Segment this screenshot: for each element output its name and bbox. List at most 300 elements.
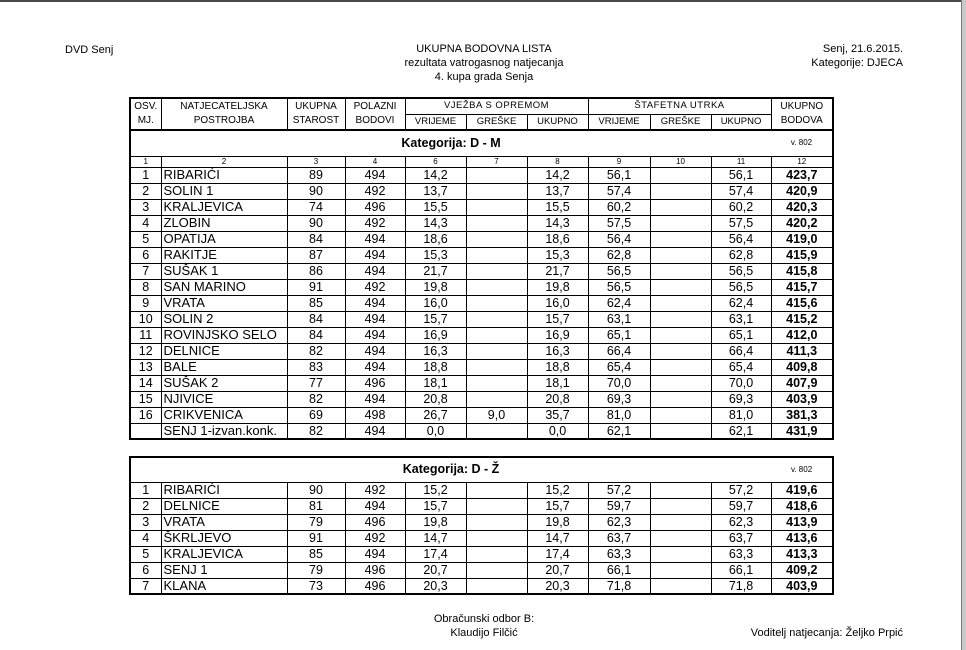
exercise-total-cell: 20,3 <box>527 578 588 594</box>
relay-time-cell: 56,5 <box>588 263 650 279</box>
rank-cell: 6 <box>130 562 161 578</box>
exercise-errors-cell <box>466 546 527 562</box>
age-cell: 90 <box>287 183 345 199</box>
team-name-cell: NJIVICE <box>161 391 287 407</box>
relay-time-cell: 65,4 <box>588 359 650 375</box>
start-points-cell: 494 <box>345 263 405 279</box>
header-age <box>287 98 345 130</box>
start-points-cell: 492 <box>345 279 405 295</box>
relay-time-cell: 65,1 <box>588 327 650 343</box>
header-age-line-2: STAROST <box>292 115 340 126</box>
total-points-cell: 418,6 <box>771 498 833 514</box>
header-rank-line-1: OSV. <box>134 101 158 112</box>
header-relay-group: ŠTAFETNA UTRKA <box>588 98 771 114</box>
relay-total-cell: 63,7 <box>711 530 771 546</box>
rank-cell: 9 <box>130 295 161 311</box>
exercise-time-cell: 19,8 <box>405 279 466 295</box>
total-points-cell: 409,2 <box>771 562 833 578</box>
exercise-errors-cell <box>466 514 527 530</box>
exercise-time-cell: 20,3 <box>405 578 466 594</box>
exercise-errors-cell <box>466 295 527 311</box>
team-name-cell: VRATA <box>161 514 287 530</box>
exercise-time-cell: 15,2 <box>405 482 466 498</box>
results-table-d-z <box>129 456 834 595</box>
exercise-total-cell: 15,2 <box>527 482 588 498</box>
rank-cell: 16 <box>130 407 161 423</box>
exercise-time-cell: 16,3 <box>405 343 466 359</box>
relay-total-cell: 66,1 <box>711 562 771 578</box>
relay-time-cell: 56,1 <box>588 167 650 183</box>
relay-errors-cell <box>650 279 711 295</box>
total-points-cell: 403,9 <box>771 578 833 594</box>
age-cell: 82 <box>287 343 345 359</box>
rank-cell: 1 <box>130 482 161 498</box>
exercise-time-cell: 14,7 <box>405 530 466 546</box>
relay-time-cell: 62,4 <box>588 295 650 311</box>
table-row <box>130 263 833 279</box>
start-points-cell: 496 <box>345 562 405 578</box>
rank-cell: 10 <box>130 311 161 327</box>
table-row <box>130 407 833 423</box>
rank-cell: 5 <box>130 231 161 247</box>
start-points-cell: 494 <box>345 391 405 407</box>
relay-total-cell: 65,1 <box>711 327 771 343</box>
exercise-time-cell: 18,8 <box>405 359 466 375</box>
relay-total-cell: 62,3 <box>711 514 771 530</box>
relay-errors-cell <box>650 498 711 514</box>
age-cell: 77 <box>287 375 345 391</box>
team-name-cell: RIBARIĆI <box>161 482 287 498</box>
relay-total-cell: 62,8 <box>711 247 771 263</box>
exercise-errors-cell <box>466 247 527 263</box>
age-cell: 90 <box>287 482 345 498</box>
team-name-cell: ZLOBIN <box>161 215 287 231</box>
table-row <box>130 295 833 311</box>
relay-total-cell: 59,7 <box>711 498 771 514</box>
relay-time-cell: 56,5 <box>588 279 650 295</box>
age-cell: 82 <box>287 391 345 407</box>
exercise-total-cell: 18,8 <box>527 359 588 375</box>
relay-errors-cell <box>650 578 711 594</box>
age-cell: 84 <box>287 327 345 343</box>
category-title: Kategorija: D - M <box>130 130 771 156</box>
column-number: 2 <box>161 156 287 167</box>
column-number: 7 <box>466 156 527 167</box>
exercise-errors-cell <box>466 530 527 546</box>
start-points-cell: 492 <box>345 482 405 498</box>
team-name-cell: SUŠAK 1 <box>161 263 287 279</box>
column-number: 4 <box>345 156 405 167</box>
relay-total-cell: 66,4 <box>711 343 771 359</box>
header-relay-total: UKUPNO <box>711 114 771 130</box>
header-exercise-total: UKUPNO <box>527 114 588 130</box>
age-cell: 84 <box>287 311 345 327</box>
age-cell: 74 <box>287 199 345 215</box>
relay-errors-cell <box>650 343 711 359</box>
committee-member: Klaudijo Filčić <box>450 627 518 639</box>
total-points-cell: 415,2 <box>771 311 833 327</box>
competition-leader: Voditelj natjecanja: Željko Prpić <box>750 627 903 639</box>
relay-errors-cell <box>650 546 711 562</box>
table-row <box>130 279 833 295</box>
relay-total-cell: 63,1 <box>711 311 771 327</box>
team-name-cell: KRALJEVICA <box>161 546 287 562</box>
exercise-errors-cell <box>466 359 527 375</box>
exercise-total-cell: 16,0 <box>527 295 588 311</box>
rank-cell: 4 <box>130 215 161 231</box>
exercise-total-cell: 0,0 <box>527 423 588 439</box>
column-number: 8 <box>527 156 588 167</box>
exercise-total-cell: 20,7 <box>527 562 588 578</box>
total-points-cell: 413,9 <box>771 514 833 530</box>
exercise-errors-cell <box>466 343 527 359</box>
exercise-total-cell: 15,7 <box>527 311 588 327</box>
exercise-total-cell: 21,7 <box>527 263 588 279</box>
team-name-cell: ROVINJSKO SELO <box>161 327 287 343</box>
relay-time-cell: 70,0 <box>588 375 650 391</box>
column-numbers-row <box>130 156 833 167</box>
relay-total-cell: 60,2 <box>711 199 771 215</box>
exercise-errors-cell <box>466 215 527 231</box>
team-name-cell: SAN MARINO <box>161 279 287 295</box>
start-points-cell: 496 <box>345 199 405 215</box>
relay-errors-cell <box>650 183 711 199</box>
total-points-cell: 407,9 <box>771 375 833 391</box>
exercise-errors-cell <box>466 423 527 439</box>
age-cell: 89 <box>287 167 345 183</box>
table-row <box>130 562 833 578</box>
column-number: 1 <box>130 156 161 167</box>
age-cell: 84 <box>287 231 345 247</box>
header-relay-errors: GREŠKE <box>650 114 711 130</box>
team-name-cell: CRIKVENICA <box>161 407 287 423</box>
category-title: Kategorija: D - Ž <box>130 457 771 482</box>
table-row <box>130 327 833 343</box>
total-points-cell: 411,3 <box>771 343 833 359</box>
total-points-cell: 419,6 <box>771 482 833 498</box>
total-points-cell: 420,2 <box>771 215 833 231</box>
relay-time-cell: 63,3 <box>588 546 650 562</box>
relay-total-cell: 56,5 <box>711 263 771 279</box>
relay-time-cell: 63,1 <box>588 311 650 327</box>
relay-total-cell: 57,2 <box>711 482 771 498</box>
header-team <box>161 98 287 130</box>
team-name-cell: BALE <box>161 359 287 375</box>
date-place: Senj, 21.6.2015. <box>822 43 903 55</box>
header-rank-line-2: MJ. <box>137 115 154 126</box>
total-points-cell: 431,9 <box>771 423 833 439</box>
relay-errors-cell <box>650 530 711 546</box>
relay-errors-cell <box>650 231 711 247</box>
relay-total-cell: 56,4 <box>711 231 771 247</box>
column-number: 6 <box>405 156 466 167</box>
exercise-errors-cell <box>466 199 527 215</box>
relay-time-cell: 56,4 <box>588 231 650 247</box>
table-row <box>130 530 833 546</box>
exercise-time-cell: 21,7 <box>405 263 466 279</box>
event-name: 4. kupa grada Senja <box>434 71 534 83</box>
rank-cell: 2 <box>130 183 161 199</box>
category-body-d-z <box>130 457 833 594</box>
age-cell: 83 <box>287 359 345 375</box>
relay-total-cell: 70,0 <box>711 375 771 391</box>
team-name-cell: KLANA <box>161 578 287 594</box>
age-cell: 85 <box>287 295 345 311</box>
rank-cell: 15 <box>130 391 161 407</box>
relay-time-cell: 62,3 <box>588 514 650 530</box>
start-points-cell: 494 <box>345 343 405 359</box>
relay-errors-cell <box>650 263 711 279</box>
header-team-line-2: POSTROJBA <box>193 115 255 126</box>
exercise-errors-cell <box>466 327 527 343</box>
table-row <box>130 183 833 199</box>
total-points-cell: 415,6 <box>771 295 833 311</box>
start-points-cell: 494 <box>345 311 405 327</box>
age-cell: 79 <box>287 562 345 578</box>
table-row <box>130 375 833 391</box>
relay-time-cell: 66,4 <box>588 343 650 359</box>
exercise-errors-cell <box>466 482 527 498</box>
document-subtitle: rezultata vatrogasnog natjecanja <box>404 57 564 69</box>
team-name-cell: VRATA <box>161 295 287 311</box>
relay-time-cell: 63,7 <box>588 530 650 546</box>
start-points-cell: 494 <box>345 423 405 439</box>
header-total-points <box>771 98 833 130</box>
start-points-cell: 492 <box>345 183 405 199</box>
header-start-points <box>345 98 405 130</box>
relay-total-cell: 63,3 <box>711 546 771 562</box>
age-cell: 79 <box>287 514 345 530</box>
header-total-points-line-2: BODOVA <box>780 115 823 126</box>
start-points-cell: 494 <box>345 231 405 247</box>
exercise-total-cell: 15,5 <box>527 199 588 215</box>
committee-label: Obračunski odbor B: <box>433 613 535 625</box>
total-points-cell: 381,3 <box>771 407 833 423</box>
exercise-errors-cell <box>466 263 527 279</box>
exercise-total-cell: 19,8 <box>527 514 588 530</box>
version-label: v. 802 <box>771 457 833 482</box>
relay-errors-cell <box>650 167 711 183</box>
total-points-cell: 415,7 <box>771 279 833 295</box>
table-row <box>130 498 833 514</box>
total-points-cell: 415,9 <box>771 247 833 263</box>
rank-cell: 13 <box>130 359 161 375</box>
start-points-cell: 494 <box>345 359 405 375</box>
table-row <box>130 311 833 327</box>
start-points-cell: 494 <box>345 327 405 343</box>
team-name-cell: RAKITJE <box>161 247 287 263</box>
rank-cell: 6 <box>130 247 161 263</box>
relay-total-cell: 71,8 <box>711 578 771 594</box>
relay-errors-cell <box>650 375 711 391</box>
exercise-time-cell: 26,7 <box>405 407 466 423</box>
relay-total-cell: 81,0 <box>711 407 771 423</box>
table-row <box>130 343 833 359</box>
age-cell: 87 <box>287 247 345 263</box>
rank-cell: 2 <box>130 498 161 514</box>
start-points-cell: 494 <box>345 167 405 183</box>
exercise-errors-cell <box>466 183 527 199</box>
exercise-total-cell: 20,8 <box>527 391 588 407</box>
rank-cell: 5 <box>130 546 161 562</box>
relay-total-cell: 57,4 <box>711 183 771 199</box>
exercise-time-cell: 0,0 <box>405 423 466 439</box>
start-points-cell: 494 <box>345 295 405 311</box>
exercise-time-cell: 15,5 <box>405 199 466 215</box>
rank-cell: 8 <box>130 279 161 295</box>
rank-cell: 7 <box>130 578 161 594</box>
total-points-cell: 423,7 <box>771 167 833 183</box>
exercise-total-cell: 14,3 <box>527 215 588 231</box>
exercise-time-cell: 19,8 <box>405 514 466 530</box>
relay-errors-cell <box>650 514 711 530</box>
rank-cell: 3 <box>130 199 161 215</box>
relay-time-cell: 59,7 <box>588 498 650 514</box>
table-row <box>130 231 833 247</box>
start-points-cell: 494 <box>345 498 405 514</box>
table-row <box>130 578 833 594</box>
relay-errors-cell <box>650 247 711 263</box>
team-name-cell: RIBARIĆI <box>161 167 287 183</box>
start-points-cell: 492 <box>345 530 405 546</box>
team-name-cell: SOLIN 1 <box>161 183 287 199</box>
column-number: 11 <box>711 156 771 167</box>
exercise-total-cell: 14,2 <box>527 167 588 183</box>
relay-errors-cell <box>650 562 711 578</box>
header-relay-time: VRIJEME <box>588 114 650 130</box>
categories-label: Kategorije: DJECA <box>811 57 903 69</box>
exercise-errors-cell <box>466 279 527 295</box>
total-points-cell: 420,3 <box>771 199 833 215</box>
exercise-errors-cell <box>466 578 527 594</box>
total-points-cell: 413,6 <box>771 530 833 546</box>
start-points-cell: 492 <box>345 215 405 231</box>
exercise-time-cell: 18,6 <box>405 231 466 247</box>
exercise-time-cell: 13,7 <box>405 183 466 199</box>
version-label: v. 802 <box>771 130 833 156</box>
header-start-points-line-2: BODOVI <box>355 115 395 126</box>
relay-time-cell: 57,2 <box>588 482 650 498</box>
page-right-edge <box>961 0 966 650</box>
age-cell: 73 <box>287 578 345 594</box>
header-total-points-line-1: UKUPNO <box>780 101 824 112</box>
team-name-cell: DELNICE <box>161 498 287 514</box>
exercise-time-cell: 18,1 <box>405 375 466 391</box>
team-name-cell: SENJ 1-izvan.konk. <box>161 423 287 439</box>
relay-time-cell: 57,4 <box>588 183 650 199</box>
exercise-total-cell: 14,7 <box>527 530 588 546</box>
table-row <box>130 167 833 183</box>
table-row <box>130 215 833 231</box>
team-name-cell: DELNICE <box>161 343 287 359</box>
column-number: 3 <box>287 156 345 167</box>
exercise-errors-cell <box>466 391 527 407</box>
table-header <box>130 98 833 130</box>
exercise-errors-cell <box>466 231 527 247</box>
age-cell: 69 <box>287 407 345 423</box>
rank-cell: 11 <box>130 327 161 343</box>
table-row <box>130 423 833 439</box>
exercise-total-cell: 18,6 <box>527 231 588 247</box>
relay-errors-cell <box>650 327 711 343</box>
organizer-name: DVD Senj <box>65 44 114 56</box>
age-cell: 91 <box>287 279 345 295</box>
start-points-cell: 494 <box>345 247 405 263</box>
relay-errors-cell <box>650 482 711 498</box>
total-points-cell: 420,9 <box>771 183 833 199</box>
relay-total-cell: 62,4 <box>711 295 771 311</box>
header-exercise-group: VJEŽBA S OPREMOM <box>405 98 588 114</box>
relay-total-cell: 56,1 <box>711 167 771 183</box>
header-start-points-line-1: POLAZNI <box>353 101 397 112</box>
age-cell: 90 <box>287 215 345 231</box>
header-team-line-1: NATJECATELJSKA <box>180 101 268 112</box>
exercise-time-cell: 15,7 <box>405 498 466 514</box>
exercise-total-cell: 15,3 <box>527 247 588 263</box>
header-right <box>811 42 903 70</box>
rank-cell: 12 <box>130 343 161 359</box>
relay-errors-cell <box>650 407 711 423</box>
exercise-errors-cell <box>466 498 527 514</box>
table-row <box>130 482 833 498</box>
column-number: 9 <box>588 156 650 167</box>
team-name-cell: SUŠAK 2 <box>161 375 287 391</box>
table-row <box>130 391 833 407</box>
exercise-time-cell: 14,3 <box>405 215 466 231</box>
total-points-cell: 415,8 <box>771 263 833 279</box>
start-points-cell: 496 <box>345 375 405 391</box>
exercise-errors-cell: 9,0 <box>466 407 527 423</box>
start-points-cell: 496 <box>345 514 405 530</box>
relay-time-cell: 69,3 <box>588 391 650 407</box>
total-points-cell: 413,3 <box>771 546 833 562</box>
exercise-time-cell: 15,7 <box>405 311 466 327</box>
column-number: 12 <box>771 156 833 167</box>
header-row <box>130 98 833 114</box>
relay-errors-cell <box>650 311 711 327</box>
age-cell: 86 <box>287 263 345 279</box>
total-points-cell: 403,9 <box>771 391 833 407</box>
total-points-cell: 419,0 <box>771 231 833 247</box>
exercise-time-cell: 20,7 <box>405 562 466 578</box>
header-rank <box>130 98 161 130</box>
team-name-cell: SOLIN 2 <box>161 311 287 327</box>
relay-errors-cell <box>650 359 711 375</box>
rank-cell: 4 <box>130 530 161 546</box>
relay-total-cell: 65,4 <box>711 359 771 375</box>
exercise-total-cell: 35,7 <box>527 407 588 423</box>
team-name-cell: SENJ 1 <box>161 562 287 578</box>
exercise-time-cell: 15,3 <box>405 247 466 263</box>
table-row <box>130 199 833 215</box>
relay-errors-cell <box>650 215 711 231</box>
start-points-cell: 494 <box>345 546 405 562</box>
category-row <box>130 130 833 156</box>
start-points-cell: 496 <box>345 578 405 594</box>
relay-time-cell: 62,1 <box>588 423 650 439</box>
relay-total-cell: 69,3 <box>711 391 771 407</box>
exercise-total-cell: 15,7 <box>527 498 588 514</box>
relay-errors-cell <box>650 423 711 439</box>
exercise-total-cell: 18,1 <box>527 375 588 391</box>
exercise-time-cell: 20,8 <box>405 391 466 407</box>
relay-errors-cell <box>650 391 711 407</box>
table-row <box>130 359 833 375</box>
age-cell: 81 <box>287 498 345 514</box>
results-table-d-m <box>129 97 834 440</box>
rank-cell: 7 <box>130 263 161 279</box>
exercise-time-cell: 14,2 <box>405 167 466 183</box>
